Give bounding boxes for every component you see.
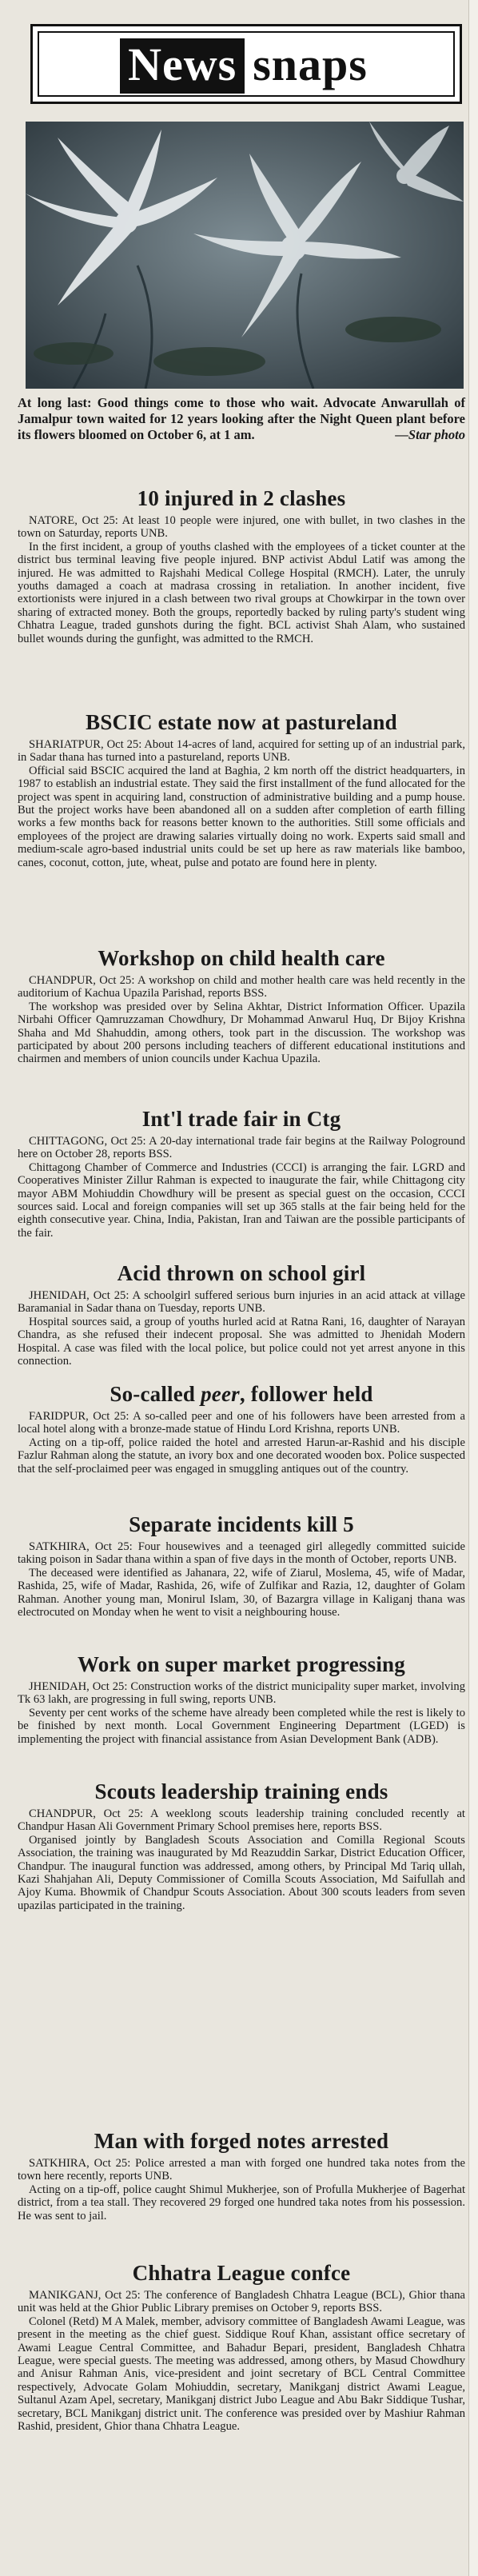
story-peer [18, 1382, 465, 1476]
story-paragraph: Acting on a tip-off, police caught Shimul Mukherjee, son of Profulla Mukherjee of Bagerhat district, from a tea stall. They recovered 29 forged one hundred taka notes from his possession. He was sent to jail. [18, 2183, 465, 2223]
story-paragraph: Official said BSCIC acquired the land at Baghia, 2 km north off the district headquarters, in 1987 to establish an industrial estate. They said the first installment of the fund allocated for the project was spent in acquiring land, construction of administrative building and a pump house. But the project works have been abandoned all on a sudden after completion of earth filling works a few months back for reasons better known to the authorities. Still some officials and employees of the project are drawing salaries virtually doing no work. Experts said small and medium-scale agro-based industrial units could be set up here as raw materials like bamboo, canes, coconut, cotton, jute, wheat, pulse and potato are found here in plenty. [18, 764, 465, 869]
headline-part-italic: peer [201, 1382, 240, 1406]
story-headline [18, 1382, 465, 1407]
story-super-market [18, 1652, 465, 1746]
masthead-title [120, 38, 372, 91]
story-headline: Chhatra League confce [132, 2261, 351, 2285]
story-paragraph: Chittagong Chamber of Commerce and Industries (CCCI) is arranging the fair. LGRD and Cooperatives Minister Zillur Rahman is expected to inaugurate the fair, while Chittagong city mayor ABM Mohiuddin Chowdhury will be present as special guest on the occasion, CCCI sources said. Local and foreign companies will set up 365 stalls at the fair being held for the eighth consecutive year. China, India, Pakistan, Iran and Taiwan are the possible participants of the fair. [18, 1160, 465, 1240]
story-paragraph: In the first incident, a group of youths clashed with the employees of a ticket counter at the district bus terminal leaving five people injured. BNP activist Abdul Latif was among the injured. He was admitted to Rajshahi Medical College Hospital (RMCH). Later, the unruly youths damaged a coach at madrasa crossing in retaliation. In another incident, five extortionists were injured in a clash between two rival groups at Chowkirpar in the town over sharing of extracted money. Both the groups, reportedly backed by ruling party's student wing Chhatra League, traded gunshots during the fight. BCL activist Shah Alam, who sustained bullet wounds during the gunfight, was admitted to the RMCH. [18, 540, 465, 645]
story-paragraph: Hospital sources said, a group of youths hurled acid at Ratna Rani, 16, daughter of Narayan Chandra, as she refused their indecent proposal. She was admitted to Jhenidah Modern Hospital. A case was filed with the local police, but police could not yet arrest anyone in this connection. [18, 1315, 465, 1368]
section-masthead [30, 24, 462, 104]
story-paragraph: SHARIATPUR, Oct 25: About 14-acres of land, acquired for setting up of an industrial park, in Sadar thana has turned into a pastureland, reports UNB. [18, 738, 465, 765]
story-paragraph: Acting on a tip-off, police raided the hotel and arrested Harun-ar-Rashid and his disciple Fazlur Rahman along the statute, an ivory box and one decorated wooden box. Police suspected that the self-proclaimed peer was engaged in smuggling antiques out of the country. [18, 1436, 465, 1476]
headline-part: , follower held [239, 1382, 373, 1406]
story-paragraph: The workshop was presided over by Selina Akhtar, District Information Officer. Upazila Nirbahi Officer Qamruzzaman Chowdhury, Dr Mohammad Anwarul Huq, Dr Bijoy Krishna Shaha and Md Shahuddin, among others, took part in the discussion. The workshop was participated by about 200 persons including teachers of different educational institutions and chairmen and members of union councils under Kachua Upazila. [18, 1000, 465, 1066]
masthead-word-snaps: snaps [253, 38, 368, 90]
masthead-word-news: News [120, 38, 245, 94]
story-paragraph: Organised jointly by Bangladesh Scouts Association and Comilla Regional Scouts Association, the training was inaugurated by Md Reazuddin Sarkar, District Education Officer, Chandpur. The inaugural function was addressed, among others, by Principal Md Tariq ullah, Kazi Shahjahan Ali, Deputy Commissioner of Comilla Scouts Association, Md Saifullah and Ajoy Kuma. Bhowmik of Chandpur Scouts Association. About 300 scouts leaders from seven upazilas participated in the training. [18, 1833, 465, 1912]
story-workshop [18, 946, 465, 1066]
story-headline: Int'l trade fair in Ctg [141, 1107, 341, 1131]
headline-part: So-called [110, 1382, 201, 1406]
story-headline: BSCIC estate now at pastureland [86, 710, 397, 734]
story-headline: 10 injured in 2 clashes [137, 486, 346, 510]
story-scouts [18, 1779, 465, 1912]
story-headline: Acid thrown on school girl [117, 1261, 366, 1285]
story-clashes [18, 486, 465, 645]
adjacent-column-edge [468, 0, 478, 2576]
caption-text: : Good things come to those who wait. Advocate Anwarullah of Jamalpur town waited for 12 years looking after the Night Queen plant before its flowers bloomed on October 6, at 1 am. [18, 395, 465, 442]
story-paragraph: MANIKGANJ, Oct 25: The conference of Bangladesh Chhatra League (BCL), Ghior thana unit was held at the Ghior Public Library premises on October 9, reports BSS. [18, 2289, 465, 2315]
story-paragraph: CHITTAGONG, Oct 25: A 20-day international trade fair begins at the Railway Pologround here on October 28, reports BSS. [18, 1135, 465, 1161]
story-headline: Separate incidents kill 5 [129, 1512, 354, 1536]
story-paragraph: JHENIDAH, Oct 25: A schoolgirl suffered serious burn injuries in an acid attack at village Baramanial in Sadar thana on Tuesday, reports UNB. [18, 1289, 465, 1316]
news-photo [26, 122, 464, 389]
night-queen-flower-image [26, 122, 464, 389]
story-headline: Scouts leadership training ends [94, 1779, 388, 1803]
story-paragraph: FARIDPUR, Oct 25: A so-called peer and one of his followers have been arrested from a local hotel along with a bronze-made statue of Hindu Lord Krishna, reports UNB. [18, 1410, 465, 1436]
story-forged-notes [18, 2129, 465, 2223]
story-paragraph: The deceased were identified as Jahanara, 22, wife of Ziarul, Moslema, 45, wife of Madar, Rashida, 25, wife of Madar, Rashida, 26, wife of Zulfikar and Razia, 12, daughter of Golam Rahman. Another young man, Monirul Islam, 30, of Bazargra village in Kaliganj thana was electrocuted on Monday when he went to visit a neighbouring house. [18, 1566, 465, 1619]
story-acid [18, 1261, 465, 1368]
story-paragraph: Seventy per cent works of the scheme have already been completed while the rest is likely to be finished by next month. Local Government Engineering Department (LGED) is implementing the project with financial assistance from Asian Development Bank (ADB). [18, 1706, 465, 1746]
story-paragraph: Colonel (Retd) M A Malek, member, advisory committee of Bangladesh Awami League, was present in the meeting as the chief guest. Siddique Rouf Khan, assistant office secretary of Awami League Central Committee, and Bahadur Bepari, president, Bangladesh Chhatra League, were special guests. The meeting was addressed, among others, by Masud Chowdhury and Anisur Rahman Anis, vice-president and joint secretary of BCL Central Committee respectively, Advocate Golam Mohiuddin, secretary, Manikganj district Awami League, Sultanul Azam Apel, secretary, Manikganj district Jubo League and Abu Bakr Siddique Tushar, secretary, BCL Manikganj district unit. The conference was presided over by Mashiur Rahman Rashid, president, Ghior thana Chhatra League. [18, 2314, 465, 2434]
story-paragraph: SATKHIRA, Oct 25: Police arrested a man with forged one hundred taka notes from the town here recently, reports UNB. [18, 2157, 465, 2183]
story-chhatra-league [18, 2261, 465, 2433]
story-paragraph: SATKHIRA, Oct 25: Four housewives and a teenaged girl allegedly committed suicide taking poison in Sadar thana within a span of five days in the month of October, reports UNB. [18, 1540, 465, 1567]
story-bscic [18, 710, 465, 869]
story-incidents [18, 1512, 465, 1619]
story-paragraph: CHANDPUR, Oct 25: A weeklong scouts leadership training concluded recently at Chandpur Hasan Ali Government Primary School premises here, reports BSS. [18, 1807, 465, 1834]
photo-caption [18, 395, 465, 443]
story-paragraph: NATORE, Oct 25: At least 10 people were injured, one with bullet, in two clashes in the town on Saturday, reports UNB. [18, 514, 465, 541]
story-headline: Workshop on child health care [98, 946, 385, 970]
story-trade-fair [18, 1107, 465, 1240]
story-headline: Man with forged notes arrested [94, 2129, 389, 2153]
story-paragraph: CHANDPUR, Oct 25: A workshop on child and mother health care was held recently in the auditorium of Kachua Upazila Parishad, reports BSS. [18, 974, 465, 1000]
caption-lead: At long last [18, 395, 87, 410]
story-paragraph: JHENIDAH, Oct 25: Construction works of the district municipality super market, involving Tk 63 lakh, are progressing in full swing, reports UNB. [18, 1680, 465, 1707]
story-headline: Work on super market progressing [78, 1652, 405, 1676]
caption-credit: —Star photo [395, 427, 465, 442]
